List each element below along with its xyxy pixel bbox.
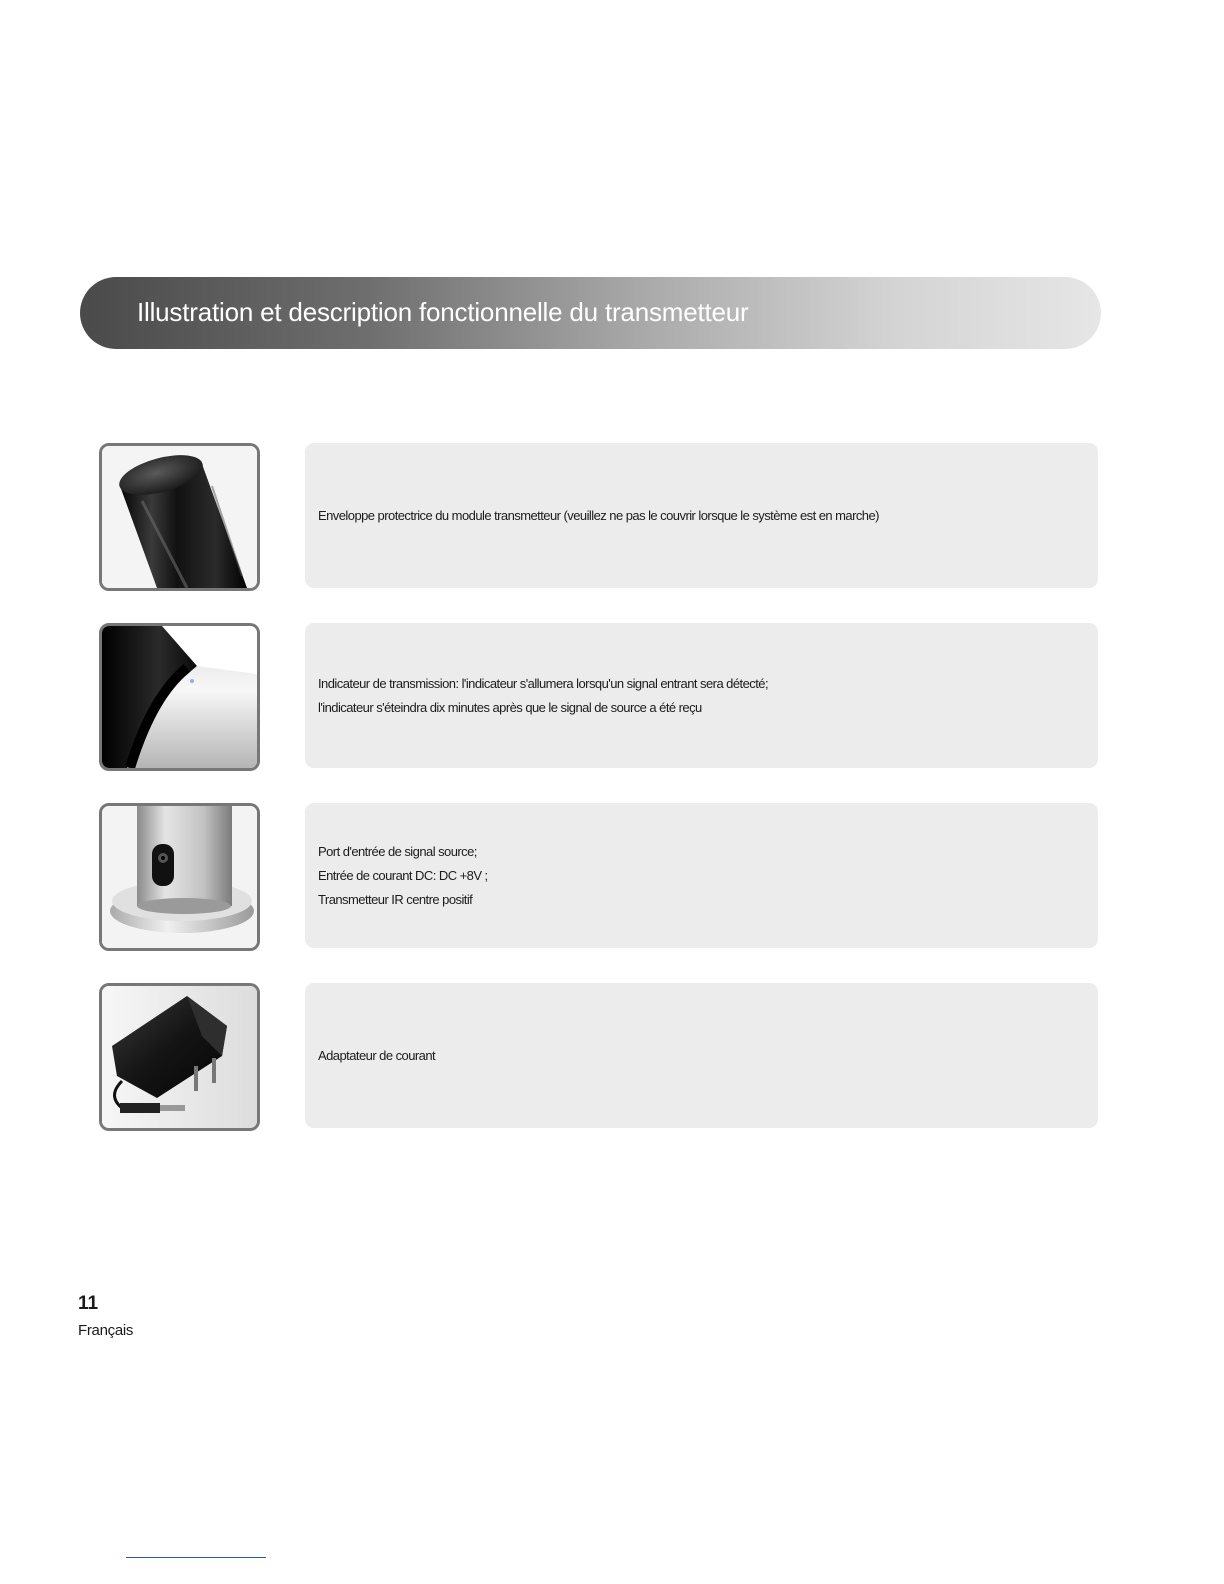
feature-row (99, 983, 1099, 1131)
description-box (305, 443, 1098, 588)
description-line: Port d'entrée de signal source; (318, 843, 477, 859)
description-line: Enveloppe protectrice du module transmetteur (veuillez ne pas le couvrir lorsque le système est en marche) (318, 507, 879, 523)
signal-input-port-photo (99, 803, 260, 951)
feature-row (99, 623, 1099, 771)
description-line: l'indicateur s'éteindra dix minutes après que le signal de source a été reçu (318, 699, 702, 715)
bottom-divider (126, 1557, 266, 1558)
description-line: Transmetteur IR centre positif (318, 891, 473, 907)
description-line: Adaptateur de courant (318, 1047, 436, 1063)
page-language: Français (78, 1322, 134, 1339)
description-box (305, 623, 1098, 768)
feature-row (99, 803, 1099, 951)
transmission-indicator-photo (99, 623, 260, 771)
feature-row (99, 443, 1099, 591)
page-number: 11 (78, 1293, 99, 1314)
section-title-bar (80, 277, 1101, 349)
description-line: Indicateur de transmission: l'indicateur s'allumera lorsqu'un signal entrant sera détecté; (318, 675, 769, 691)
section-title: Illustration et description fonctionnelle du transmetteur (137, 297, 749, 327)
description-box (305, 983, 1098, 1128)
power-adapter-photo (99, 983, 260, 1131)
description-line: Entrée de courant DC: DC +8V ; (318, 867, 488, 883)
description-box (305, 803, 1098, 948)
transmitter-top-cover-photo (99, 443, 260, 591)
